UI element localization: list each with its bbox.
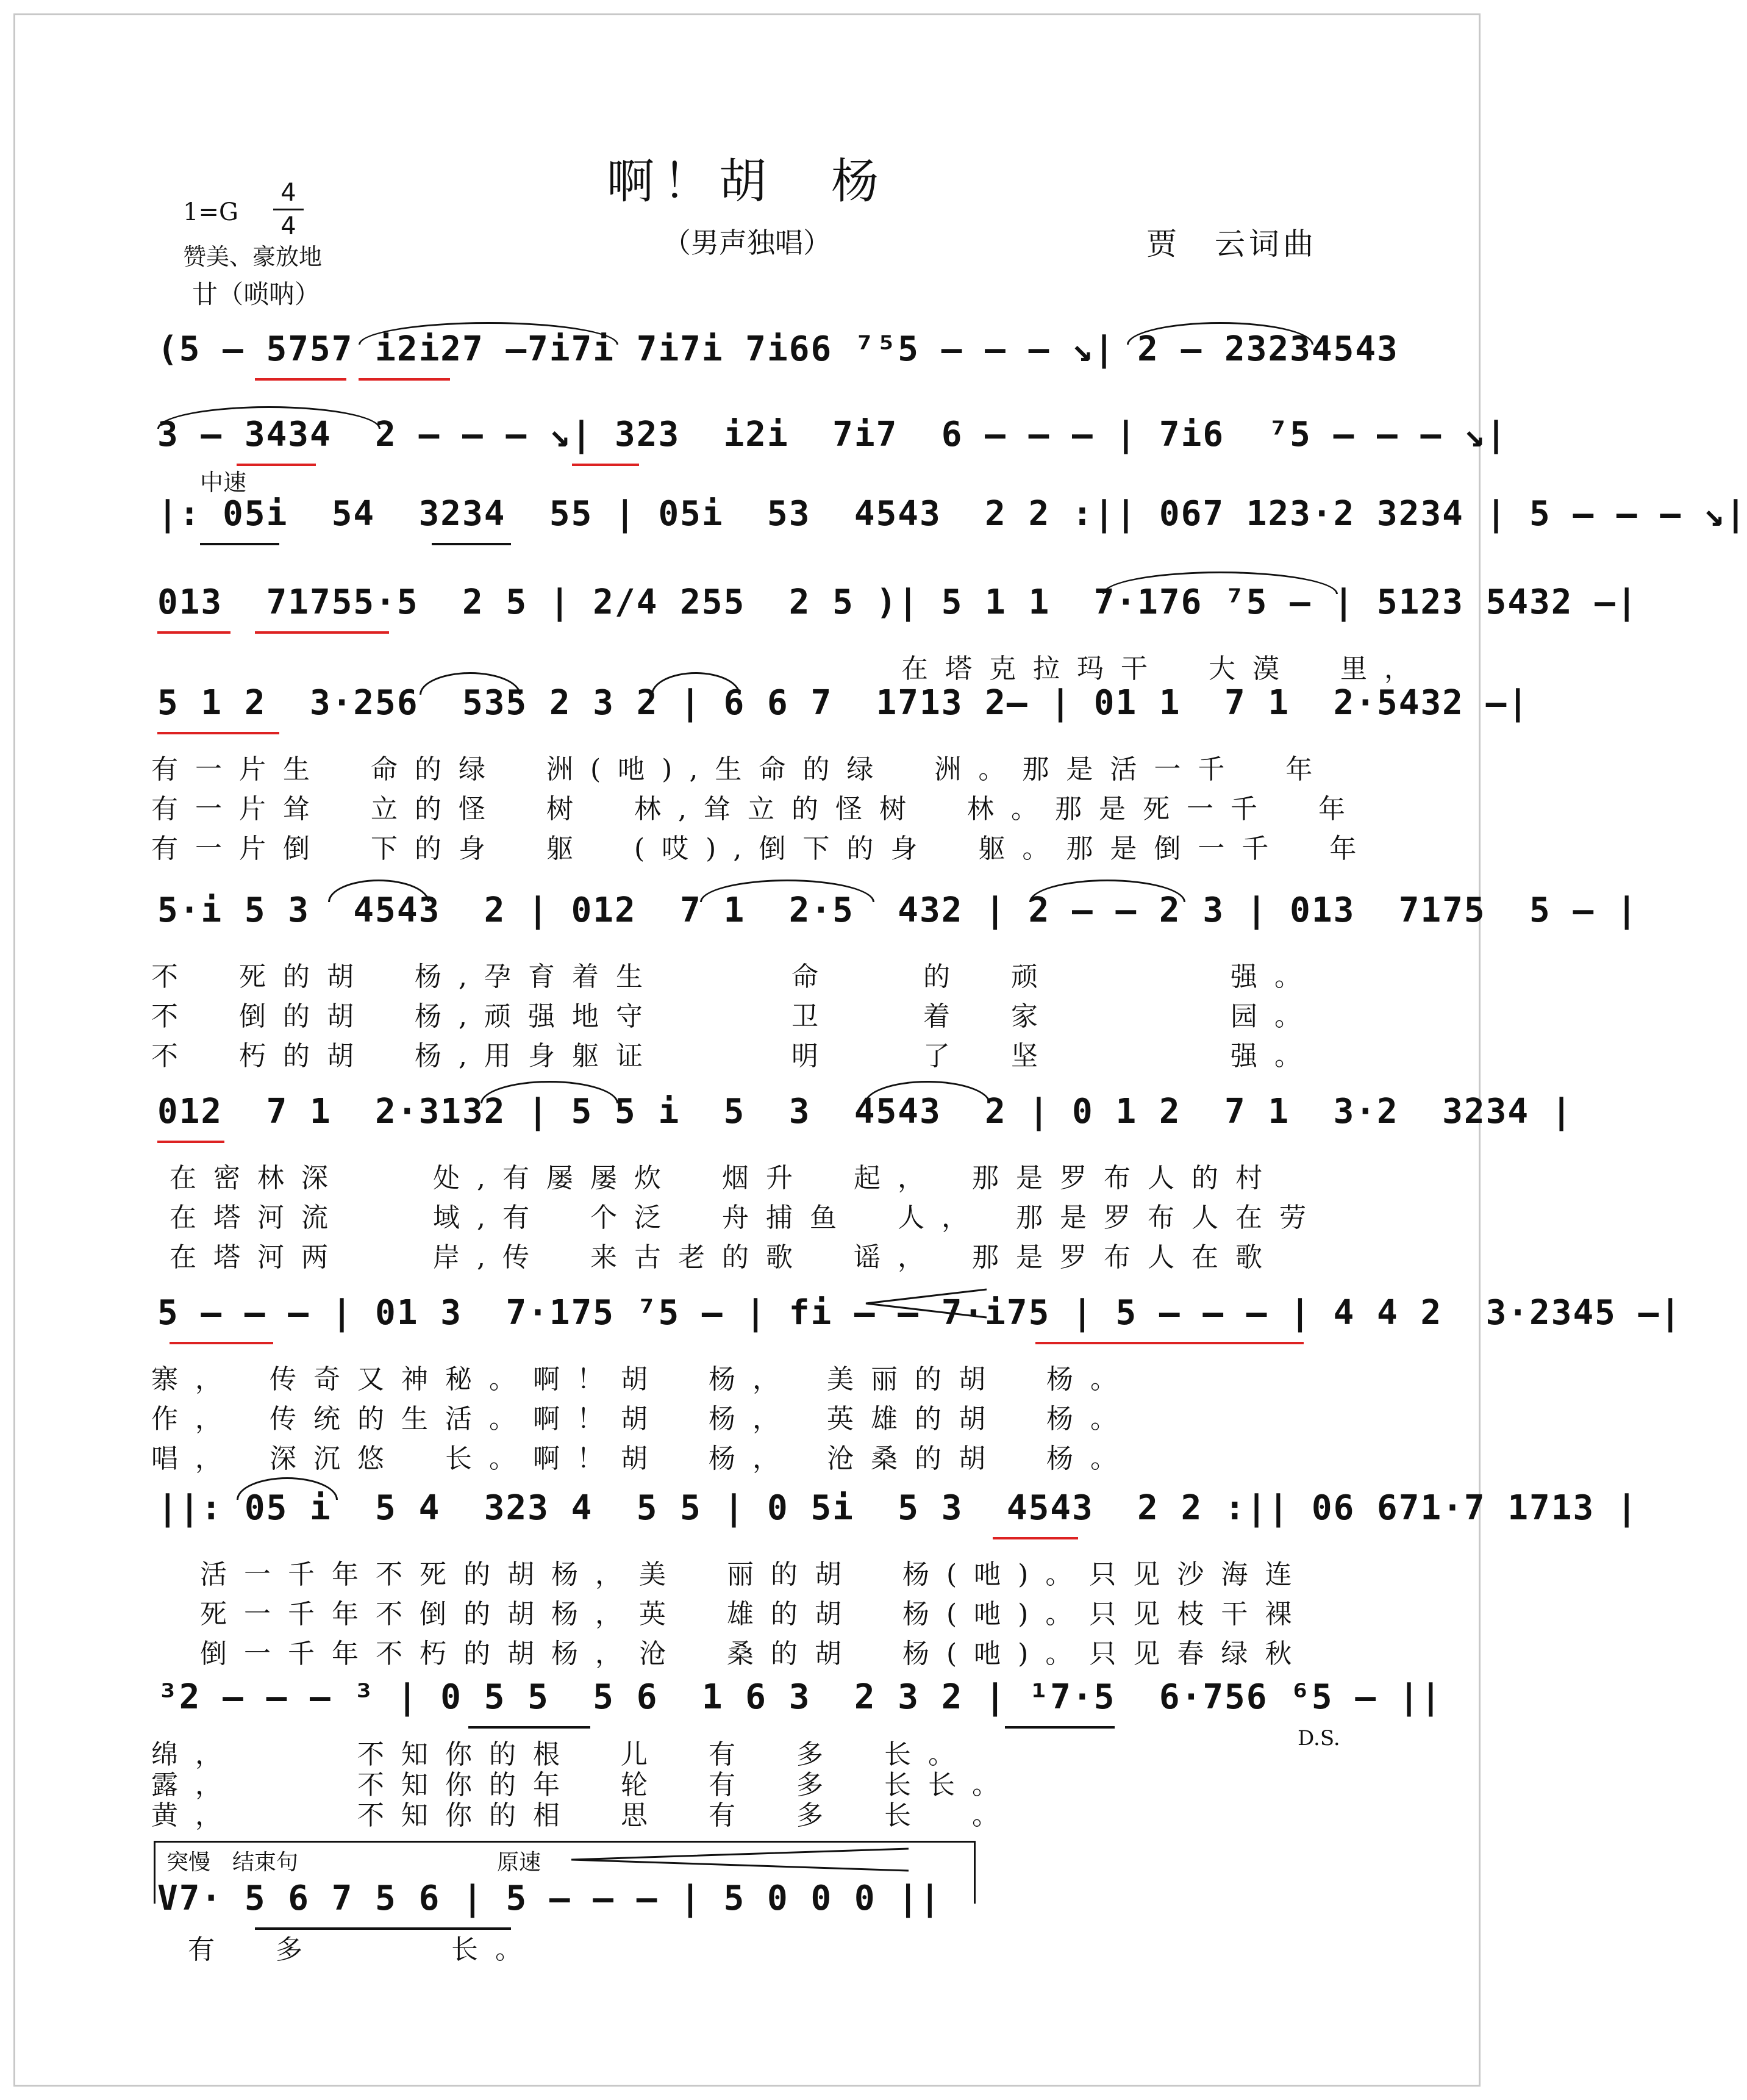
key-signature: 1=G xyxy=(183,198,238,226)
time-signature xyxy=(273,178,304,241)
time-signature-bottom: 4 xyxy=(280,212,296,240)
system-5 xyxy=(151,671,1530,866)
lyric-line-1: 活一千年不死的胡杨，美 丽的胡 杨(吔)。只见沙海连 xyxy=(200,1559,1309,1590)
lyric-line-1: 绵， 不知你的根 儿 有 多 长。 xyxy=(151,1739,972,1770)
system-1 xyxy=(151,317,1399,390)
notes-line: |: 05i 54 3234 55 | 05i 53 4543 2 2 :|| 067 123·2 3234 | 5 – – – ↘| xyxy=(157,494,1747,534)
lyric-line-1: 不 死的胡 杨,孕育着生 命 的 顽 强。 xyxy=(151,961,1318,992)
mood-marking: 赞美、豪放地 xyxy=(183,243,323,270)
intro-marking: 廿（唢呐） xyxy=(192,279,321,309)
notes-line: 5·i 5 3 4543 2 | 012 7 1 2·5 432 | 2 – – 2 3 | 013 7175 5 – | xyxy=(157,891,1638,930)
lyric-line-3: 唱， 深沉悠 长。啊！胡 杨， 沧桑的胡 杨。 xyxy=(151,1443,1134,1474)
lyric-line-2: 露， 不知你的年 轮 有 多 长长。 xyxy=(151,1769,1016,1801)
lyric-line-1: 在塔克拉玛干 大漠 里， xyxy=(901,653,1428,684)
time-signature-top: 4 xyxy=(280,179,296,207)
notes-line: ||: 05 i 5 4 323 4 5 5 | 0 5i 5 3 4543 2 2 :|| 06 671·7 1713 | xyxy=(157,1488,1638,1528)
lyric-line-2: 作， 传统的生活。啊！胡 杨， 英雄的胡 杨。 xyxy=(151,1403,1134,1435)
notes-line: 5 1 2 3·256 535 2 3 2 | 6 6 7 1713 2– | 01 1 7 1 2·5432 –| xyxy=(157,683,1530,723)
system-8 xyxy=(151,1281,1682,1476)
lyric-line-1: 寨， 传奇又神秘。啊！胡 杨， 美丽的胡 杨。 xyxy=(151,1364,1134,1395)
system-10 xyxy=(151,1665,1443,1842)
notes-line: 012 7 1 2·3132 | 5 5 i 5 3 4543 2 | 0 1 2 7 1 3·2 3234 | xyxy=(157,1092,1573,1131)
lyric-line-2: 有一片耸 立的怪 树 林,耸立的怪树 林。那是死一千 年 xyxy=(151,794,1362,825)
system-6 xyxy=(151,878,1638,1073)
lyric-line-1: 有一片生 命的绿 洲(吔),生命的绿 洲。那是活一千 年 xyxy=(151,754,1330,785)
notes-line: V7· 5 6 7 5 6 | 5 – – – | 5 0 0 0 || xyxy=(157,1879,941,1918)
system-7 xyxy=(151,1080,1573,1275)
composer-credit: 贾 云词曲 xyxy=(1146,226,1317,262)
lyric-line-1: 在密林深 处,有屡屡炊 烟升 起， 那是罗布人的村 xyxy=(170,1163,1279,1194)
system-2 xyxy=(151,403,1508,476)
notes-line: (5 – 5757 i2i27 –7i7i 7i7i 7i66 ⁷⁵5 – – – ↘| 2 – 23234543 xyxy=(157,329,1399,369)
lyric-line-3: 倒一千年不朽的胡杨，沧 桑的胡 杨(吔)。只见春绿秋 xyxy=(200,1638,1309,1669)
notes-line: 013 71755·5 2 5 | 2/4 255 2 5 )| 5 1 1 7·176 ⁷5 – | 5123 5432 –| xyxy=(157,582,1638,622)
song-title: 啊！胡 杨 xyxy=(606,154,887,209)
lyric-line-3: 不 朽的胡 杨,用身躯证 明 了 坚 强。 xyxy=(151,1041,1318,1072)
lyric-line-3: 有一片倒 下的身 躯 (哎),倒下的身 躯。那是倒一千 年 xyxy=(151,833,1374,864)
system-3 xyxy=(151,469,1747,555)
ds-marking: D.S. xyxy=(1298,1726,1340,1751)
song-subtitle: （男声独唱） xyxy=(663,226,831,259)
lyric-line-2: 在塔河流 域,有 个泛 舟捕鱼 人， 那是罗布人在劳 xyxy=(170,1202,1323,1233)
lyric-line-3: 在塔河两 岸,传 来古老的歌 谣， 那是罗布人在歌 xyxy=(170,1242,1279,1273)
ending-slow-mark: 突慢 结束句 xyxy=(166,1850,299,1875)
notes-line: 3 – 3434 2 – – – ↘| 323 i2i 7i7 6 – – – | 7i6 ⁷5 – – – ↘| xyxy=(157,415,1508,454)
system-11-ending xyxy=(151,1866,1005,1976)
notes-line: 5 – – – | 01 3 7·175 ⁷5 – | fi – – 7·i75 | 5 – – – | 4 4 2 3·2345 –| xyxy=(157,1293,1682,1333)
notes-line: ³2 – – – ³ | 0 5 5 5 6 1 6 3 2 3 2 | ¹7·5 6·756 ⁶5 – || xyxy=(157,1677,1443,1717)
ending-tempo-mark: 原速 xyxy=(497,1850,541,1875)
lyric-line-2: 不 倒的胡 杨,顽强地守 卫 着 家 园。 xyxy=(151,1001,1318,1032)
lyric-line-1: 有 多 长。 xyxy=(188,1934,539,1965)
lyric-line-3: 黄， 不知你的相 思 有 多 长 。 xyxy=(151,1800,1016,1831)
crescendo-hairpin xyxy=(865,1288,993,1319)
tempo-medium: 中速 xyxy=(200,469,247,496)
system-9 xyxy=(151,1476,1638,1671)
lyric-line-2: 死一千年不倒的胡杨，英 雄的胡 杨(吔)。只见枝干裸 xyxy=(200,1599,1309,1630)
